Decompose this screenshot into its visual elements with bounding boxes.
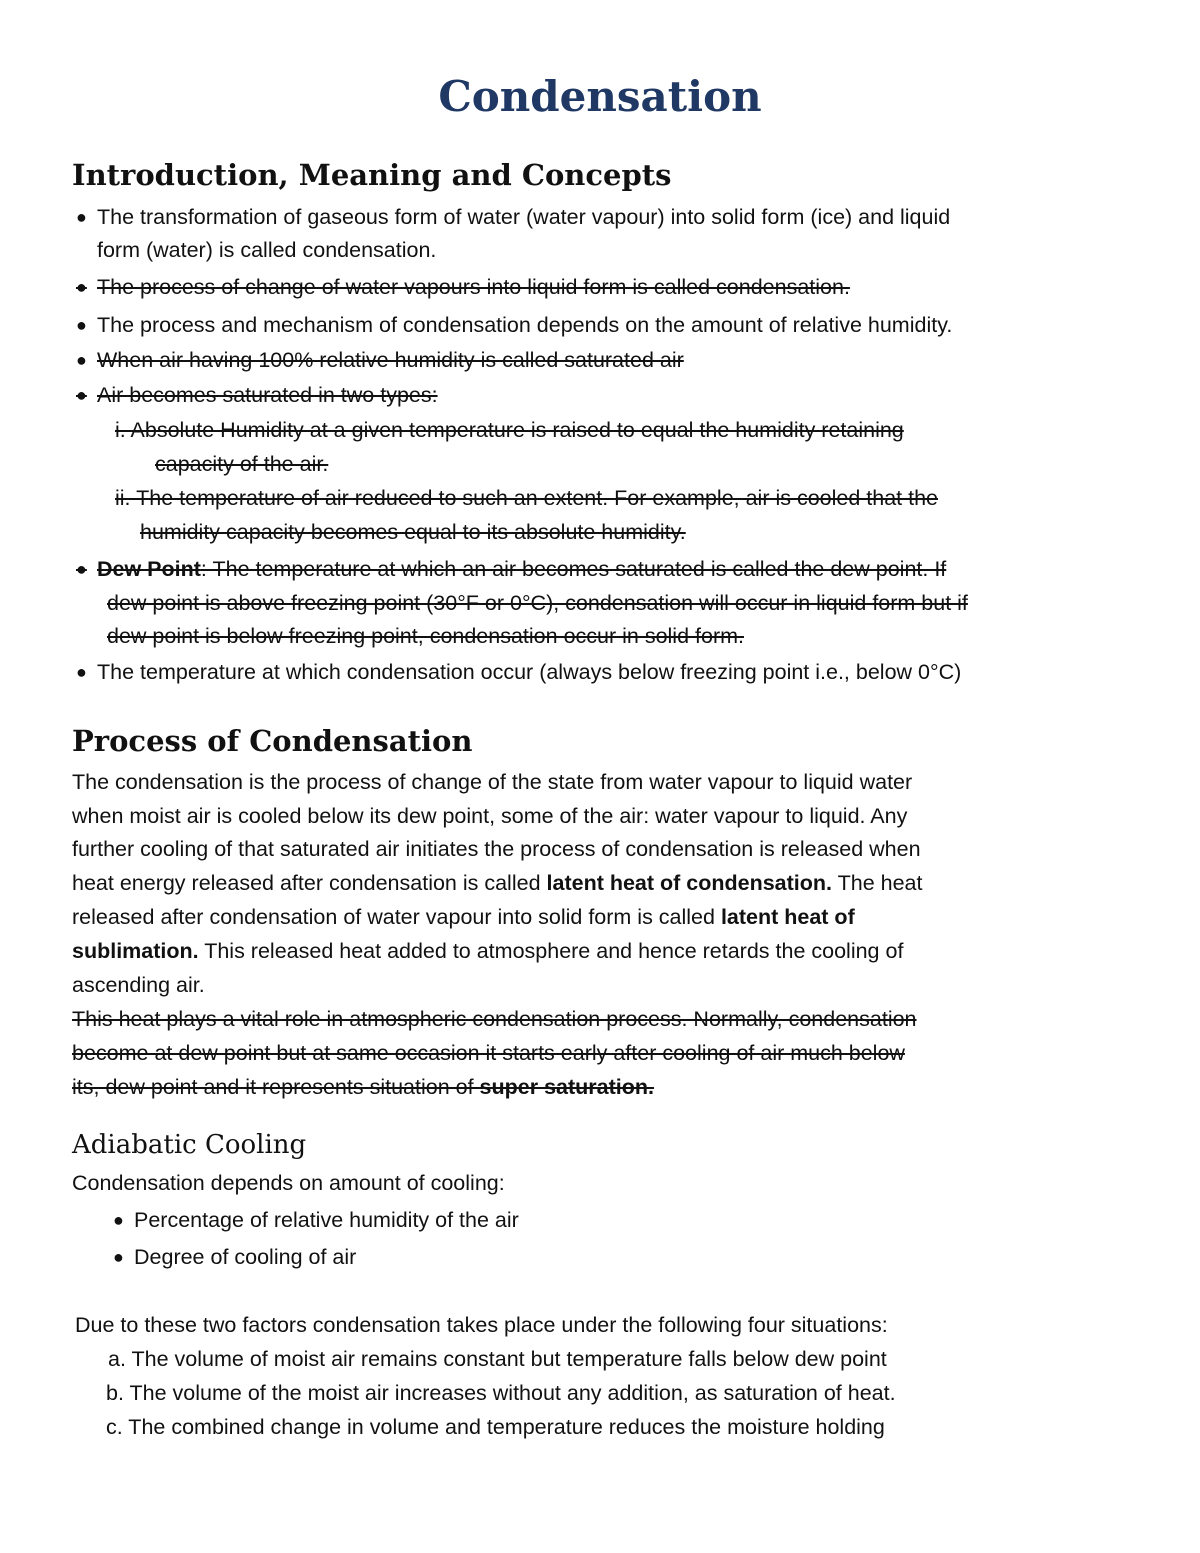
text-run: This released heat added to atmosphere and hence retards the cooling of <box>198 939 904 963</box>
intro-bullet-5: Air becomes saturated in two types: <box>97 383 438 407</box>
adiabatic-intro: Condensation depends on amount of cooling: <box>72 1171 505 1195</box>
intro-bullet-6-line-1 <box>97 552 946 586</box>
process-para-line-2: when moist air is cooled below its dew point, some of the air: water vapour to liquid. Any <box>72 804 908 828</box>
process-para-line-5 <box>72 900 855 934</box>
text-run: The heat <box>832 871 923 895</box>
process-para-line-7: ascending air. <box>72 973 205 997</box>
section-heading-introduction: Introduction, Meaning and Concepts <box>72 158 672 192</box>
struck-para-line-1: This heat plays a vital role in atmospheric condensation process. Normally, condensation <box>72 1007 917 1031</box>
intro-bullet-6-line-3: dew point is below freezing point, condensation occur in solid form. <box>107 624 744 648</box>
intro-bullet-4: When air having 100% relative humidity is called saturated air <box>97 348 684 372</box>
adiabatic-bullet-2: Degree of cooling of air <box>134 1245 357 1269</box>
bullet-icon: ● <box>113 1210 124 1230</box>
bullet-icon: ● <box>113 1247 124 1267</box>
text-run: its, dew point and it represents situation of <box>72 1075 480 1099</box>
bullet-icon: ● <box>76 559 87 579</box>
situation-item-a: a. The volume of moist air remains constant but temperature falls below dew point <box>108 1347 887 1371</box>
intro-bullet-6-line-2: dew point is above freezing point (30°F or 0°C), condensation will occur in liquid form but if <box>107 591 968 615</box>
dew-point-text: : The temperature at which an air becomes saturated is called the dew point. If <box>200 557 947 581</box>
struck-para-line-3 <box>72 1070 654 1104</box>
process-para-line-1: The condensation is the process of change of the state from water vapour to liquid water <box>72 770 913 794</box>
section-heading-process: Process of Condensation <box>72 724 473 758</box>
adiabatic-bullet-1: Percentage of relative humidity of the air <box>134 1208 519 1232</box>
term-latent-heat-condensation: latent heat of condensation. <box>546 871 833 895</box>
intro-bullet-2: The process of change of water vapours into liquid form is called condensation. <box>97 275 850 299</box>
sub-item-ii-line-1: ii. The temperature of air reduced to such an extent. For example, air is cooled that the <box>115 486 939 510</box>
term-sublimation: sublimation. <box>72 939 199 963</box>
intro-bullet-7: The temperature at which condensation occur (always below freezing point i.e., below 0°C) <box>97 660 962 684</box>
situation-item-c: c. The combined change in volume and temperature reduces the moisture holding <box>106 1415 885 1439</box>
sub-item-i-line-2: capacity of the air. <box>155 452 329 476</box>
situations-lead: Due to these two factors condensation takes place under the following four situations: <box>75 1313 888 1337</box>
sub-item-i-line-1: i. Absolute Humidity at a given temperature is raised to equal the humidity retaining <box>115 418 904 442</box>
dew-point-term: Dew Point <box>97 557 201 581</box>
bullet-icon: ● <box>76 207 87 227</box>
process-para-line-3: further cooling of that saturated air initiates the process of condensation is released when <box>72 837 921 861</box>
bullet-icon: ● <box>76 385 87 405</box>
sub-item-ii-line-2: humidity capacity becomes equal to its absolute humidity. <box>140 520 686 544</box>
page-title: Condensation <box>438 72 762 121</box>
term-latent-heat-sublimation: latent heat of <box>720 905 855 929</box>
intro-bullet-1-line-1: The transformation of gaseous form of water (water vapour) into solid form (ice) and liquid <box>97 205 951 229</box>
section-heading-adiabatic: Adiabatic Cooling <box>72 1130 307 1160</box>
bullet-icon: ● <box>76 277 87 297</box>
text-run: heat energy released after condensation is called <box>72 871 547 895</box>
process-para-line-6 <box>72 934 903 968</box>
struck-para-line-2: become at dew point but at same occasion it starts early after cooling of air much below <box>72 1041 905 1065</box>
process-para-line-4 <box>72 866 922 900</box>
bullet-icon: ● <box>76 350 87 370</box>
text-run: released after condensation of water vapour into solid form is called <box>72 905 721 929</box>
situation-item-b: b. The volume of the moist air increases without any addition, as saturation of heat. <box>106 1381 896 1405</box>
term-super-saturation: super saturation. <box>479 1075 654 1099</box>
bullet-icon: ● <box>76 315 87 335</box>
intro-bullet-1-line-2: form (water) is called condensation. <box>97 238 437 262</box>
bullet-icon: ● <box>76 662 87 682</box>
intro-bullet-3: The process and mechanism of condensation depends on the amount of relative humidity. <box>97 313 953 337</box>
